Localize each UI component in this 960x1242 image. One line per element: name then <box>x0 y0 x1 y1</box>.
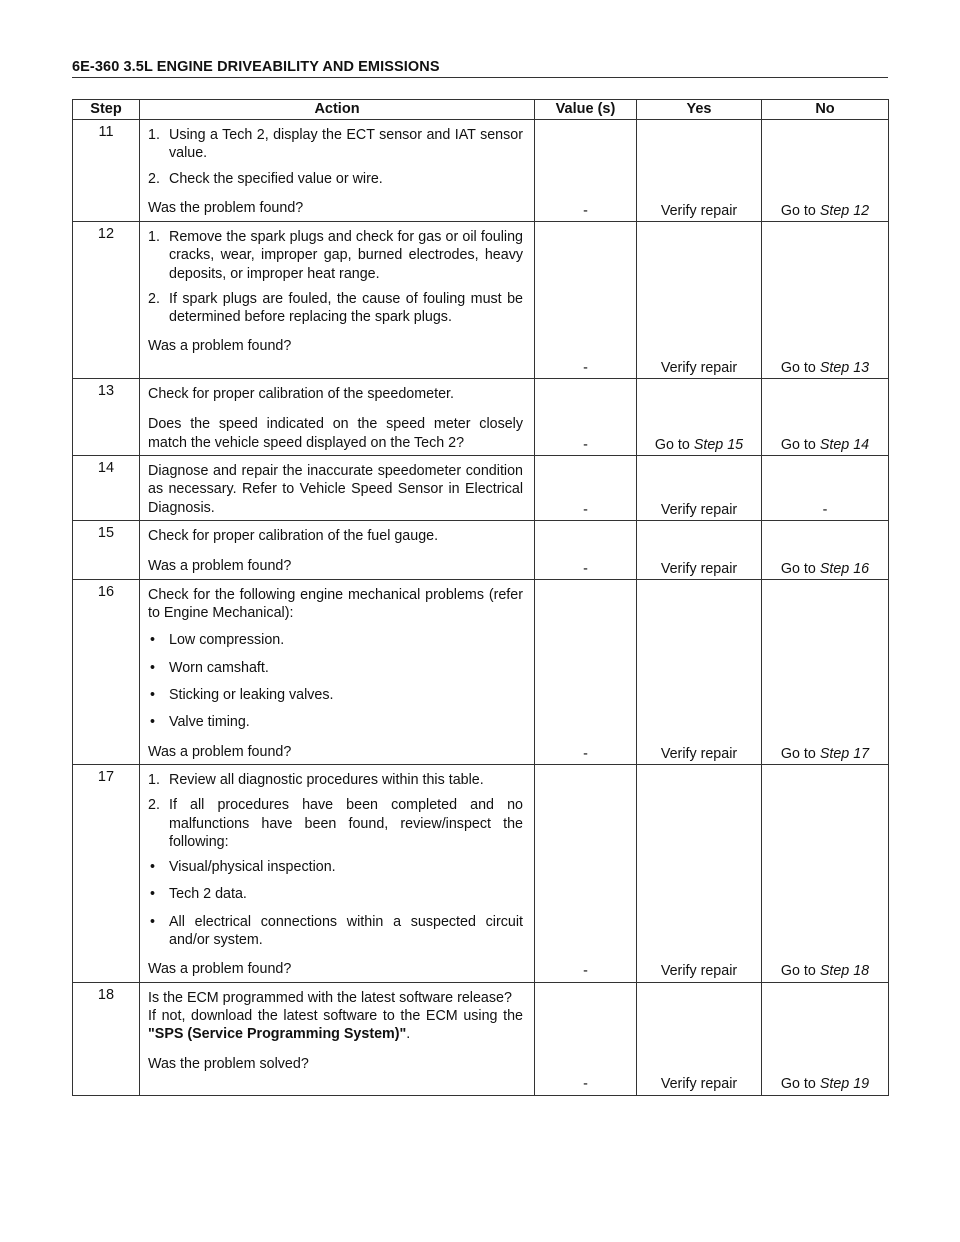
step-number: 11 <box>73 120 140 222</box>
question-text: Was a problem found? <box>148 338 292 355</box>
yes-cell: Verify repair <box>637 579 762 764</box>
table-row <box>73 222 889 379</box>
numbered-item: 1. Using a Tech 2, display the ECT sensor and IAT sensor value. <box>148 127 523 162</box>
intro-text: Is the ECM programmed with the latest software release? If not, download the latest software to the ECM using the "SPS (Service Programming System)". <box>148 989 523 1043</box>
no-cell: - <box>762 456 889 521</box>
bullet-item: • Worn camshaft. <box>150 659 269 676</box>
intro-text: Check for proper calibration of the fuel gauge. <box>148 527 439 544</box>
numbered-item: 1. Review all diagnostic procedures within this table. <box>148 771 484 788</box>
intro-text: Check for proper calibration of the speedometer. <box>148 386 454 402</box>
value-cell: - <box>535 222 637 379</box>
action-cell <box>140 456 535 521</box>
table-header-row <box>73 100 889 120</box>
value-cell: - <box>535 764 637 982</box>
col-header-no: No <box>762 100 889 120</box>
step-reference: Step 12 <box>819 202 870 219</box>
step-reference: Step 14 <box>819 436 870 453</box>
bullet-item: • All electrical connections within a suspected circuit and/or system. <box>150 913 523 949</box>
step-reference: Step 18 <box>819 963 870 980</box>
action-cell <box>140 222 535 379</box>
value-cell: - <box>535 120 637 222</box>
bullet-item: • Tech 2 data. <box>150 886 247 903</box>
bullet-item: • Sticking or leaking valves. <box>150 687 334 704</box>
step-reference: Step 15 <box>693 436 744 453</box>
numbered-item: 2. If all procedures have been completed and no malfunctions have been found, review/inspect the following: <box>148 797 523 850</box>
table-row <box>73 520 889 579</box>
action-cell <box>140 579 535 764</box>
numbered-item: 2. Check the specified value or wire. <box>148 170 383 187</box>
col-header-action: Action <box>140 100 535 120</box>
no-cell: Go to Step 18 <box>762 764 889 982</box>
diagnostic-table <box>72 99 889 1096</box>
step-number: 15 <box>73 520 140 579</box>
question-text: Was the problem found? <box>148 199 304 216</box>
bullet-item: • Valve timing. <box>150 714 250 731</box>
action-cell <box>140 379 535 456</box>
yes-cell: Verify repair <box>637 120 762 222</box>
action-cell <box>140 982 535 1095</box>
col-header-yes: Yes <box>637 100 762 120</box>
action-cell <box>140 520 535 579</box>
table-row <box>73 982 889 1095</box>
header-rule <box>72 77 888 78</box>
question-text: Does the speed indicated on the speed meter closely match the vehicle speed displayed on the Tech 2? <box>148 416 523 451</box>
step-number: 17 <box>73 764 140 982</box>
yes-cell: Verify repair <box>637 456 762 521</box>
yes-cell: Go to Step 15 <box>637 379 762 456</box>
yes-cell: Verify repair <box>637 222 762 379</box>
action-cell <box>140 764 535 982</box>
table-row <box>73 579 889 764</box>
no-cell: Go to Step 19 <box>762 982 889 1095</box>
value-cell: - <box>535 982 637 1095</box>
col-header-value: Value (s) <box>535 100 637 120</box>
step-reference: Step 16 <box>819 560 870 577</box>
step-number: 16 <box>73 579 140 764</box>
page-header-title: 6E-360 3.5L ENGINE DRIVEABILITY AND EMISSIONS <box>72 59 440 75</box>
action-cell <box>140 120 535 222</box>
step-reference: Step 19 <box>819 1076 870 1093</box>
table-row <box>73 764 889 982</box>
no-cell: Go to Step 14 <box>762 379 889 456</box>
step-number: 12 <box>73 222 140 379</box>
question-text: Diagnose and repair the inaccurate speedometer condition as necessary. Refer to Vehicle Speed Sensor in Electrical Diagnosis. <box>148 463 523 516</box>
table-row <box>73 120 889 222</box>
question-text: Was a problem found? <box>148 558 292 575</box>
value-cell: - <box>535 579 637 764</box>
no-cell: Go to Step 12 <box>762 120 889 222</box>
intro-text: Check for the following engine mechanical problems (refer to Engine Mechanical): <box>148 586 523 622</box>
yes-cell: Verify repair <box>637 764 762 982</box>
yes-cell: Verify repair <box>637 982 762 1095</box>
question-text: Was the problem solved? <box>148 1055 309 1072</box>
question-text: Was a problem found? <box>148 961 292 978</box>
no-cell: Go to Step 17 <box>762 579 889 764</box>
value-cell: - <box>535 456 637 521</box>
bullet-item: • Visual/physical inspection. <box>150 859 336 876</box>
value-cell: - <box>535 379 637 456</box>
table-row <box>73 456 889 521</box>
step-number: 14 <box>73 456 140 521</box>
value-cell: - <box>535 520 637 579</box>
col-header-step: Step <box>73 100 140 120</box>
question-text: Was a problem found? <box>148 743 292 760</box>
sps-emphasis: "SPS (Service Programming System)" <box>148 1026 407 1043</box>
table-row <box>73 379 889 456</box>
step-number: 13 <box>73 379 140 456</box>
numbered-item: 2. If spark plugs are fouled, the cause of fouling must be determined before replacing the spark plugs. <box>148 290 523 326</box>
yes-cell: Verify repair <box>637 520 762 579</box>
numbered-item: 1. Remove the spark plugs and check for gas or oil fouling cracks, wear, improper gap, burned electrodes, heavy deposits, or improper heat range. <box>148 229 523 282</box>
step-number: 18 <box>73 982 140 1095</box>
no-cell: Go to Step 13 <box>762 222 889 379</box>
step-reference: Step 13 <box>819 359 870 376</box>
no-cell: Go to Step 16 <box>762 520 889 579</box>
step-reference: Step 17 <box>819 745 870 762</box>
bullet-item: • Low compression. <box>150 632 285 649</box>
